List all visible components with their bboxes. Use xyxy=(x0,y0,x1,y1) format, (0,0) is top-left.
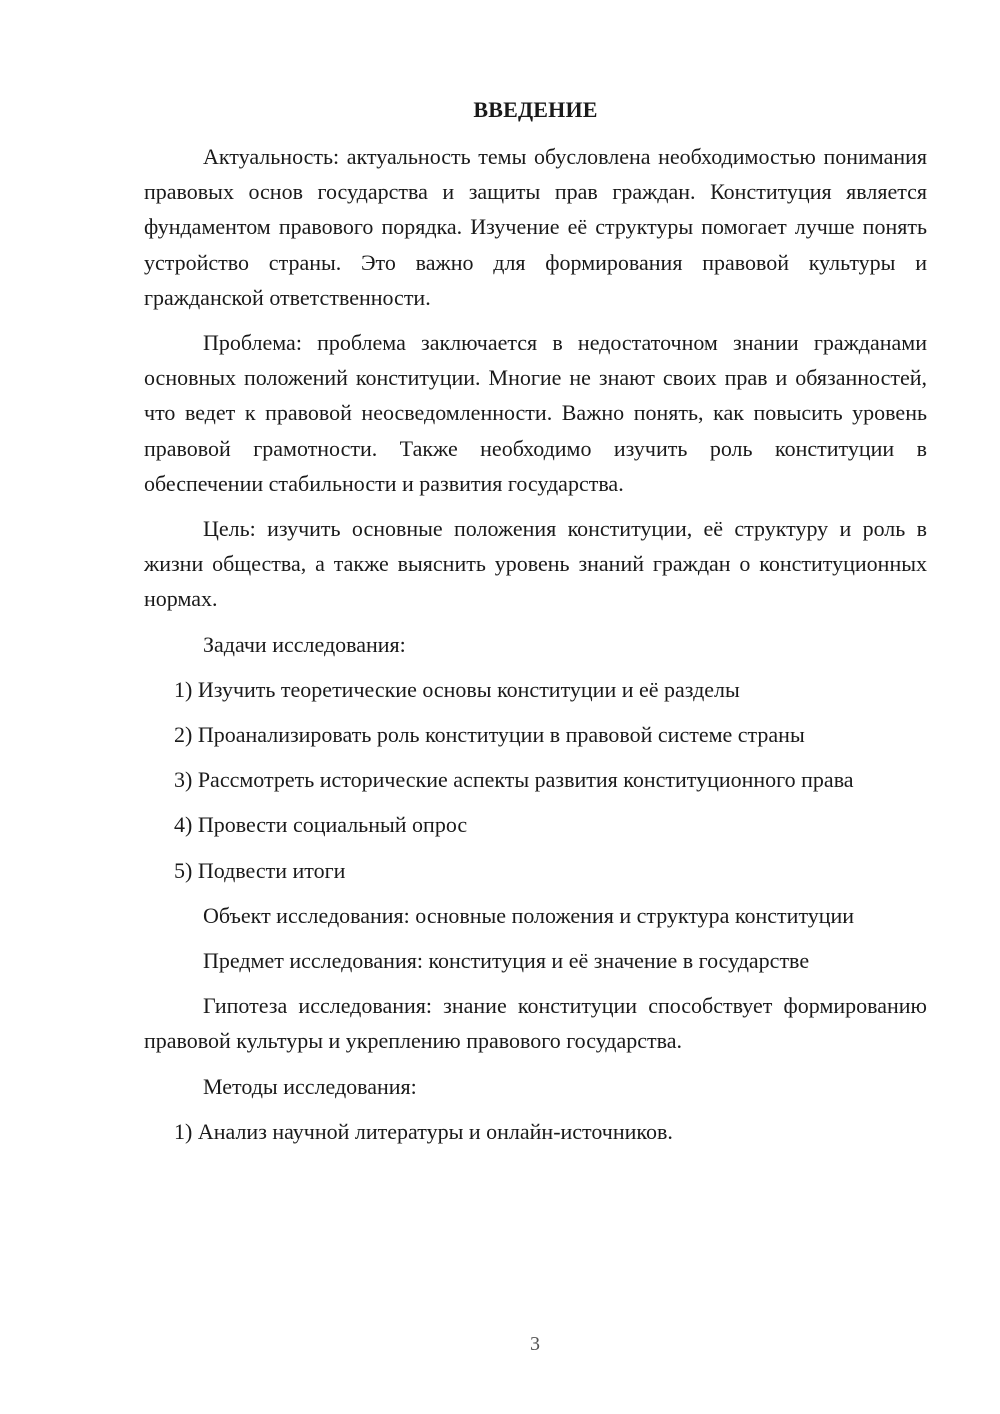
list-item: 1) Изучить теоретические основы конституции и её разделы xyxy=(174,676,740,702)
methods-title: Методы исследования: xyxy=(203,1073,417,1099)
hypothesis-paragraph: Гипотеза исследования: знание конституции способствует формированию правовой культуры и укреплению правового государства. xyxy=(144,993,927,1054)
goal-paragraph: Цель: изучить основные положения конституции, её структуру и роль в жизни общества, а также выяснить уровень знаний граждан о конституционных нормах. xyxy=(144,516,927,612)
relevance-paragraph: Актуальность: актуальность темы обусловлена необходимостью понимания правовых основ государства и защиты прав граждан. Конституция является фундаментом правового порядка. Изучение её структуры помогает лучше понять устройство страны. Это важно для формирования правовой культуры и гражданской ответственности. xyxy=(144,144,927,310)
list-item: 3) Рассмотреть исторические аспекты развития конституционного права xyxy=(174,767,854,793)
page-title: ВВЕДЕНИЕ xyxy=(473,97,598,122)
list-item: 4) Провести социальный опрос xyxy=(174,812,468,838)
subject-paragraph: Предмет исследования: конституция и её значение в государстве xyxy=(203,948,810,974)
tasks-title: Задачи исследования: xyxy=(203,631,406,657)
list-item: 2) Проанализировать роль конституции в правовой системе страны xyxy=(174,722,805,748)
page-number: 3 xyxy=(530,1333,540,1355)
document-page xyxy=(144,92,927,1159)
problem-paragraph: Проблема: проблема заключается в недостаточном знании гражданами основных положений конституции. Многие не знают своих прав и обязанностей, что ведет к правовой неосведомленности. Важно понять, как повысить уровень правовой грамотности. Также необходимо изучить роль конституции в обеспечении стабильности и развития государства. xyxy=(144,330,927,496)
object-paragraph: Объект исследования: основные положения и структура конституции xyxy=(203,902,855,928)
list-item: 1) Анализ научной литературы и онлайн-источников. xyxy=(174,1118,673,1144)
list-item: 5) Подвести итоги xyxy=(174,857,346,883)
